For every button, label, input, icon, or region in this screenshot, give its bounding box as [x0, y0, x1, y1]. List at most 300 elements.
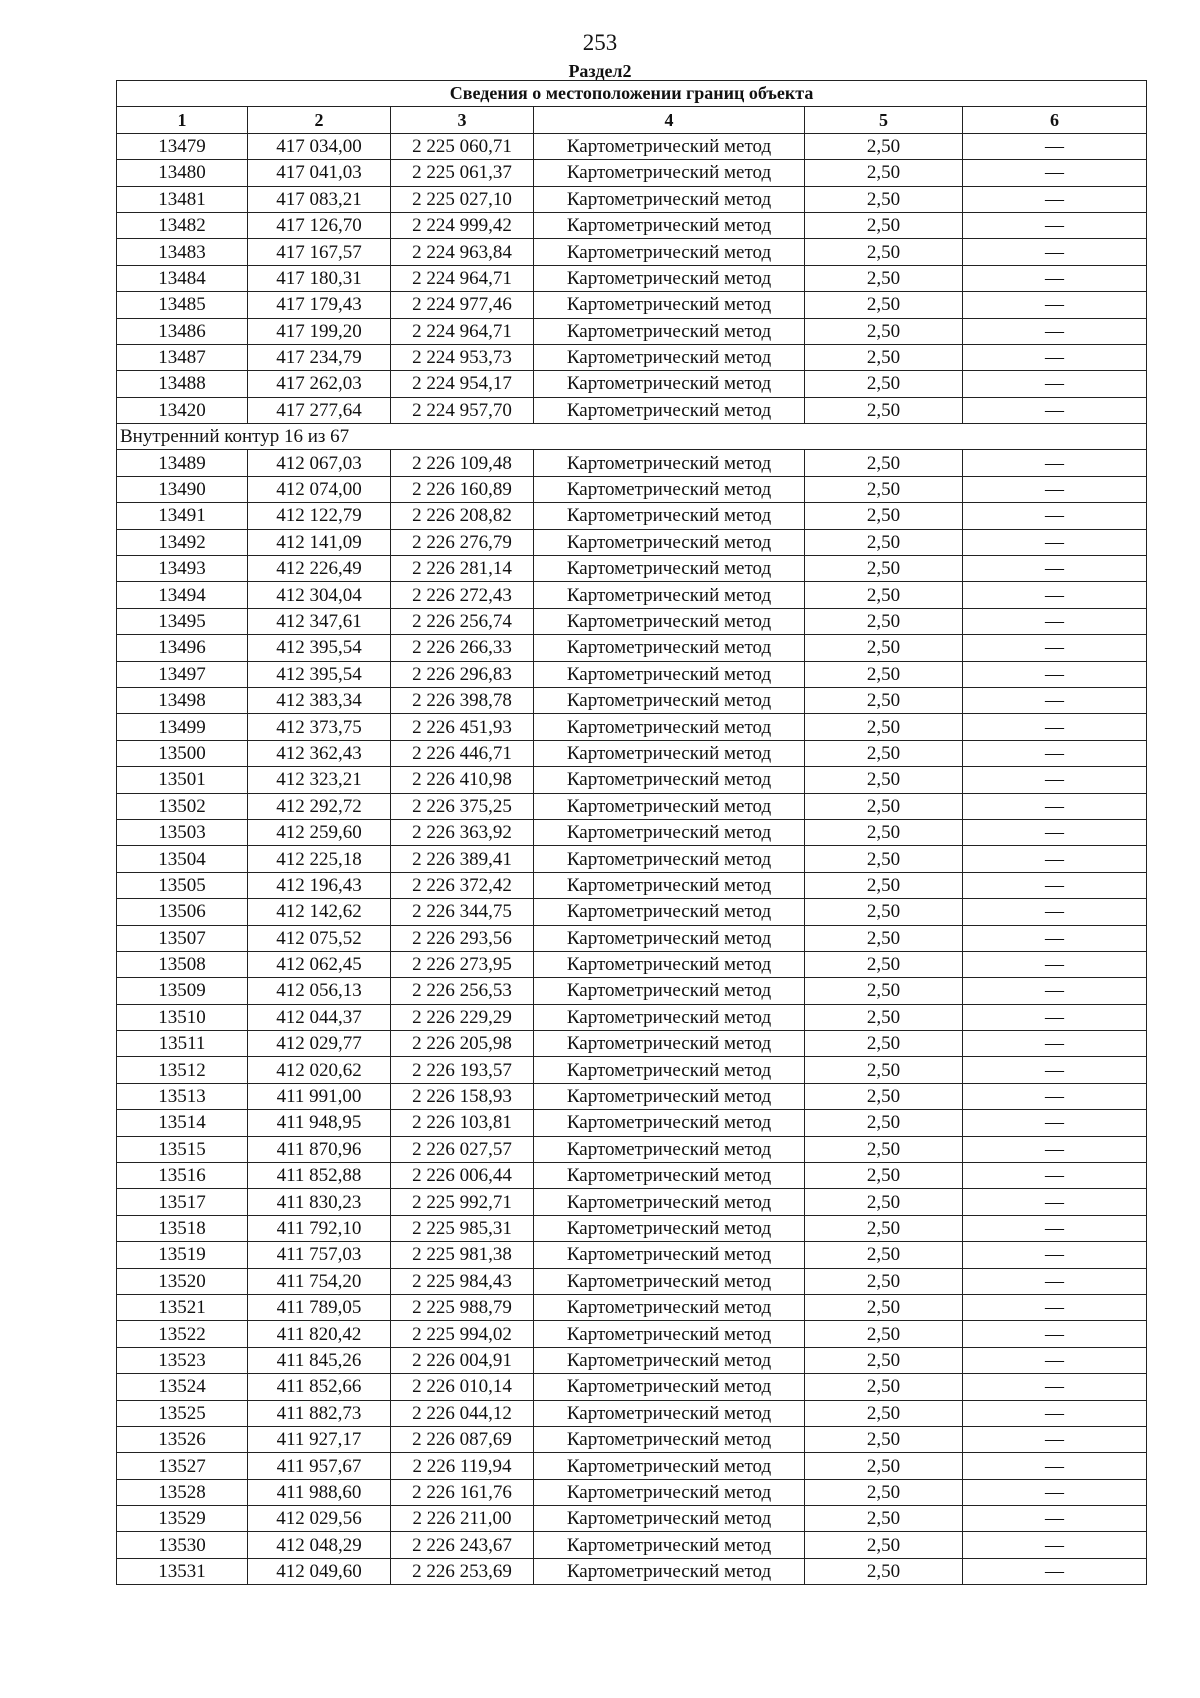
- cell-method: Картометрический метод: [534, 1453, 805, 1479]
- cell-point-number: 13520: [117, 1268, 248, 1294]
- table-row: [117, 872, 1147, 898]
- column-header-2: 2: [248, 107, 391, 133]
- cell-note: —: [963, 186, 1147, 212]
- cell-accuracy: 2,50: [805, 239, 963, 265]
- table-body: [117, 133, 1147, 1584]
- table-row: [117, 1242, 1147, 1268]
- cell-note: —: [963, 556, 1147, 582]
- cell-method: Картометрический метод: [534, 1083, 805, 1109]
- cell-coord-y: 2 224 964,71: [391, 265, 534, 291]
- cell-note: —: [963, 767, 1147, 793]
- cell-coord-y: 2 226 010,14: [391, 1374, 534, 1400]
- cell-note: —: [963, 1057, 1147, 1083]
- cell-note: —: [963, 239, 1147, 265]
- cell-accuracy: 2,50: [805, 687, 963, 713]
- cell-note: —: [963, 1294, 1147, 1320]
- cell-note: —: [963, 582, 1147, 608]
- cell-accuracy: 2,50: [805, 872, 963, 898]
- cell-point-number: 13504: [117, 846, 248, 872]
- cell-point-number: 13481: [117, 186, 248, 212]
- cell-coord-y: 2 226 253,69: [391, 1558, 534, 1584]
- cell-coord-x: 417 262,03: [248, 371, 391, 397]
- cell-point-number: 13521: [117, 1294, 248, 1320]
- cell-accuracy: 2,50: [805, 740, 963, 766]
- cell-point-number: 13530: [117, 1532, 248, 1558]
- cell-accuracy: 2,50: [805, 476, 963, 502]
- cell-coord-x: 411 792,10: [248, 1215, 391, 1241]
- cell-coord-x: 411 991,00: [248, 1083, 391, 1109]
- table-row: [117, 371, 1147, 397]
- table-row: [117, 767, 1147, 793]
- cell-accuracy: 2,50: [805, 1294, 963, 1320]
- cell-point-number: 13519: [117, 1242, 248, 1268]
- cell-method: Картометрический метод: [534, 476, 805, 502]
- cell-method: Картометрический метод: [534, 1242, 805, 1268]
- table-row: [117, 793, 1147, 819]
- cell-method: Картометрический метод: [534, 1031, 805, 1057]
- cell-method: Картометрический метод: [534, 318, 805, 344]
- cell-coord-x: 417 277,64: [248, 397, 391, 423]
- cell-coord-x: 411 845,26: [248, 1347, 391, 1373]
- cell-coord-y: 2 225 027,10: [391, 186, 534, 212]
- table-row: [117, 1031, 1147, 1057]
- cell-accuracy: 2,50: [805, 635, 963, 661]
- cell-coord-y: 2 226 004,91: [391, 1347, 534, 1373]
- cell-point-number: 13514: [117, 1110, 248, 1136]
- cell-method: Картометрический метод: [534, 951, 805, 977]
- table-row: [117, 1347, 1147, 1373]
- cell-coord-y: 2 226 103,81: [391, 1110, 534, 1136]
- cell-method: Картометрический метод: [534, 1400, 805, 1426]
- cell-coord-y: 2 224 957,70: [391, 397, 534, 423]
- cell-coord-x: 411 870,96: [248, 1136, 391, 1162]
- table-title-row: [117, 81, 1147, 107]
- cell-note: —: [963, 1163, 1147, 1189]
- cell-method: Картометрический метод: [534, 556, 805, 582]
- page-number: 253: [582, 30, 618, 55]
- cell-accuracy: 2,50: [805, 978, 963, 1004]
- cell-coord-y: 2 226 208,82: [391, 503, 534, 529]
- cell-coord-x: 411 882,73: [248, 1400, 391, 1426]
- cell-accuracy: 2,50: [805, 899, 963, 925]
- cell-coord-y: 2 226 344,75: [391, 899, 534, 925]
- cell-point-number: 13501: [117, 767, 248, 793]
- table-row: [117, 1400, 1147, 1426]
- table-row: [117, 1268, 1147, 1294]
- section-title: Раздел2: [568, 61, 632, 81]
- cell-method: Картометрический метод: [534, 371, 805, 397]
- table-row: [117, 1110, 1147, 1136]
- cell-method: Картометрический метод: [534, 793, 805, 819]
- cell-method: Картометрический метод: [534, 740, 805, 766]
- cell-accuracy: 2,50: [805, 767, 963, 793]
- cell-method: Картометрический метод: [534, 265, 805, 291]
- cell-coord-y: 2 224 963,84: [391, 239, 534, 265]
- cell-coord-y: 2 226 158,93: [391, 1083, 534, 1109]
- cell-coord-y: 2 224 954,17: [391, 371, 534, 397]
- table-row: [117, 450, 1147, 476]
- cell-note: —: [963, 476, 1147, 502]
- table-row: [117, 1083, 1147, 1109]
- cell-accuracy: 2,50: [805, 1347, 963, 1373]
- cell-coord-y: 2 226 375,25: [391, 793, 534, 819]
- cell-point-number: 13487: [117, 344, 248, 370]
- cell-method: Картометрический метод: [534, 1479, 805, 1505]
- cell-note: —: [963, 212, 1147, 238]
- table-row: [117, 1453, 1147, 1479]
- cell-note: —: [963, 133, 1147, 159]
- cell-note: —: [963, 925, 1147, 951]
- cell-method: Картометрический метод: [534, 1004, 805, 1030]
- cell-coord-y: 2 226 398,78: [391, 687, 534, 713]
- cell-coord-y: 2 225 992,71: [391, 1189, 534, 1215]
- cell-coord-x: 411 789,05: [248, 1294, 391, 1320]
- cell-coord-x: 411 852,66: [248, 1374, 391, 1400]
- cell-coord-y: 2 226 229,29: [391, 1004, 534, 1030]
- cell-note: —: [963, 819, 1147, 845]
- cell-coord-x: 412 323,21: [248, 767, 391, 793]
- cell-note: —: [963, 661, 1147, 687]
- cell-coord-x: 417 179,43: [248, 292, 391, 318]
- cell-point-number: 13488: [117, 371, 248, 397]
- cell-accuracy: 2,50: [805, 1479, 963, 1505]
- table-row: [117, 1294, 1147, 1320]
- cell-point-number: 13494: [117, 582, 248, 608]
- cell-point-number: 13509: [117, 978, 248, 1004]
- cell-point-number: 13485: [117, 292, 248, 318]
- cell-accuracy: 2,50: [805, 160, 963, 186]
- cell-note: —: [963, 529, 1147, 555]
- cell-point-number: 13496: [117, 635, 248, 661]
- cell-method: Картометрический метод: [534, 635, 805, 661]
- table-row: [117, 397, 1147, 423]
- cell-method: Картометрический метод: [534, 397, 805, 423]
- cell-point-number: 13484: [117, 265, 248, 291]
- cell-coord-x: 417 083,21: [248, 186, 391, 212]
- cell-point-number: 13500: [117, 740, 248, 766]
- cell-accuracy: 2,50: [805, 582, 963, 608]
- cell-method: Картометрический метод: [534, 239, 805, 265]
- cell-coord-x: 411 830,23: [248, 1189, 391, 1215]
- cell-coord-y: 2 226 243,67: [391, 1532, 534, 1558]
- cell-method: Картометрический метод: [534, 292, 805, 318]
- table-row: [117, 1004, 1147, 1030]
- cell-coord-x: 412 075,52: [248, 925, 391, 951]
- cell-accuracy: 2,50: [805, 1558, 963, 1584]
- boundary-table: [116, 80, 1147, 1585]
- cell-point-number: 13497: [117, 661, 248, 687]
- cell-note: —: [963, 160, 1147, 186]
- cell-method: Картометрический метод: [534, 899, 805, 925]
- cell-method: Картометрический метод: [534, 212, 805, 238]
- cell-accuracy: 2,50: [805, 661, 963, 687]
- cell-method: Картометрический метод: [534, 1189, 805, 1215]
- table-row: [117, 925, 1147, 951]
- cell-coord-y: 2 224 999,42: [391, 212, 534, 238]
- cell-coord-y: 2 226 389,41: [391, 846, 534, 872]
- cell-note: —: [963, 1136, 1147, 1162]
- cell-note: —: [963, 318, 1147, 344]
- cell-accuracy: 2,50: [805, 951, 963, 977]
- cell-accuracy: 2,50: [805, 186, 963, 212]
- table-row: [117, 1506, 1147, 1532]
- table-row: [117, 951, 1147, 977]
- cell-coord-y: 2 225 981,38: [391, 1242, 534, 1268]
- cell-coord-y: 2 226 276,79: [391, 529, 534, 555]
- cell-point-number: 13503: [117, 819, 248, 845]
- cell-point-number: 13483: [117, 239, 248, 265]
- cell-note: —: [963, 899, 1147, 925]
- cell-coord-y: 2 226 193,57: [391, 1057, 534, 1083]
- cell-accuracy: 2,50: [805, 1321, 963, 1347]
- table-row: [117, 265, 1147, 291]
- cell-note: —: [963, 714, 1147, 740]
- cell-point-number: 13523: [117, 1347, 248, 1373]
- cell-method: Картометрический метод: [534, 503, 805, 529]
- cell-accuracy: 2,50: [805, 450, 963, 476]
- cell-accuracy: 2,50: [805, 503, 963, 529]
- contour-label: Внутренний контур 16 из 67: [117, 424, 1147, 450]
- cell-point-number: 13510: [117, 1004, 248, 1030]
- cell-accuracy: 2,50: [805, 344, 963, 370]
- cell-point-number: 13491: [117, 503, 248, 529]
- table-row: [117, 978, 1147, 1004]
- cell-coord-x: 417 234,79: [248, 344, 391, 370]
- cell-coord-x: 412 074,00: [248, 476, 391, 502]
- cell-point-number: 13516: [117, 1163, 248, 1189]
- cell-coord-x: 417 034,00: [248, 133, 391, 159]
- cell-method: Картометрический метод: [534, 925, 805, 951]
- cell-coord-x: 412 122,79: [248, 503, 391, 529]
- cell-coord-x: 412 304,04: [248, 582, 391, 608]
- table-row: [117, 1374, 1147, 1400]
- cell-note: —: [963, 450, 1147, 476]
- cell-accuracy: 2,50: [805, 1374, 963, 1400]
- cell-coord-x: 412 347,61: [248, 608, 391, 634]
- cell-note: —: [963, 1479, 1147, 1505]
- cell-point-number: 13489: [117, 450, 248, 476]
- cell-method: Картометрический метод: [534, 872, 805, 898]
- cell-point-number: 13502: [117, 793, 248, 819]
- cell-method: Картометрический метод: [534, 1321, 805, 1347]
- table-row: [117, 1532, 1147, 1558]
- cell-point-number: 13493: [117, 556, 248, 582]
- table-row: [117, 608, 1147, 634]
- contour-row: [117, 424, 1147, 450]
- cell-coord-y: 2 226 205,98: [391, 1031, 534, 1057]
- cell-coord-x: 417 167,57: [248, 239, 391, 265]
- table-row: [117, 318, 1147, 344]
- table-row: [117, 1189, 1147, 1215]
- table-row: [117, 503, 1147, 529]
- cell-note: —: [963, 1532, 1147, 1558]
- table-row: [117, 344, 1147, 370]
- cell-note: —: [963, 1321, 1147, 1347]
- cell-coord-x: 412 029,77: [248, 1031, 391, 1057]
- cell-coord-y: 2 226 266,33: [391, 635, 534, 661]
- cell-coord-x: 412 373,75: [248, 714, 391, 740]
- cell-coord-x: 412 142,62: [248, 899, 391, 925]
- table-row: [117, 714, 1147, 740]
- cell-coord-x: 417 180,31: [248, 265, 391, 291]
- cell-accuracy: 2,50: [805, 793, 963, 819]
- cell-method: Картометрический метод: [534, 978, 805, 1004]
- cell-coord-y: 2 226 293,56: [391, 925, 534, 951]
- cell-point-number: 13506: [117, 899, 248, 925]
- cell-coord-y: 2 226 272,43: [391, 582, 534, 608]
- cell-accuracy: 2,50: [805, 1163, 963, 1189]
- cell-note: —: [963, 978, 1147, 1004]
- cell-note: —: [963, 1004, 1147, 1030]
- cell-method: Картометрический метод: [534, 846, 805, 872]
- cell-coord-y: 2 226 160,89: [391, 476, 534, 502]
- cell-coord-y: 2 226 006,44: [391, 1163, 534, 1189]
- cell-method: Картометрический метод: [534, 1347, 805, 1373]
- cell-accuracy: 2,50: [805, 212, 963, 238]
- cell-coord-x: 412 062,45: [248, 951, 391, 977]
- column-header-4: 4: [534, 107, 805, 133]
- cell-point-number: 13527: [117, 1453, 248, 1479]
- cell-accuracy: 2,50: [805, 1031, 963, 1057]
- cell-coord-x: 412 362,43: [248, 740, 391, 766]
- cell-coord-x: 412 395,54: [248, 661, 391, 687]
- table-row: [117, 1215, 1147, 1241]
- cell-coord-y: 2 225 984,43: [391, 1268, 534, 1294]
- cell-point-number: 13517: [117, 1189, 248, 1215]
- cell-coord-y: 2 224 964,71: [391, 318, 534, 344]
- cell-accuracy: 2,50: [805, 1110, 963, 1136]
- cell-coord-x: 417 126,70: [248, 212, 391, 238]
- cell-coord-x: 411 754,20: [248, 1268, 391, 1294]
- cell-accuracy: 2,50: [805, 133, 963, 159]
- cell-point-number: 13482: [117, 212, 248, 238]
- cell-coord-y: 2 225 988,79: [391, 1294, 534, 1320]
- cell-coord-x: 412 196,43: [248, 872, 391, 898]
- cell-accuracy: 2,50: [805, 529, 963, 555]
- cell-coord-y: 2 226 119,94: [391, 1453, 534, 1479]
- cell-coord-x: 412 259,60: [248, 819, 391, 845]
- cell-note: —: [963, 292, 1147, 318]
- table-row: [117, 1057, 1147, 1083]
- cell-accuracy: 2,50: [805, 1057, 963, 1083]
- cell-accuracy: 2,50: [805, 318, 963, 344]
- cell-note: —: [963, 872, 1147, 898]
- cell-coord-y: 2 224 977,46: [391, 292, 534, 318]
- table-row: [117, 186, 1147, 212]
- cell-note: —: [963, 793, 1147, 819]
- table-row: [117, 635, 1147, 661]
- column-header-1: 1: [117, 107, 248, 133]
- cell-accuracy: 2,50: [805, 1083, 963, 1109]
- cell-coord-x: 412 067,03: [248, 450, 391, 476]
- cell-method: Картометрический метод: [534, 344, 805, 370]
- cell-coord-y: 2 226 273,95: [391, 951, 534, 977]
- cell-coord-y: 2 226 372,42: [391, 872, 534, 898]
- cell-coord-y: 2 226 109,48: [391, 450, 534, 476]
- column-header-5: 5: [805, 107, 963, 133]
- cell-point-number: 13480: [117, 160, 248, 186]
- cell-coord-y: 2 226 296,83: [391, 661, 534, 687]
- cell-accuracy: 2,50: [805, 371, 963, 397]
- cell-note: —: [963, 1400, 1147, 1426]
- table-row: [117, 160, 1147, 186]
- cell-coord-x: 412 395,54: [248, 635, 391, 661]
- cell-note: —: [963, 1215, 1147, 1241]
- cell-point-number: 13499: [117, 714, 248, 740]
- table-row: [117, 529, 1147, 555]
- cell-accuracy: 2,50: [805, 1453, 963, 1479]
- cell-coord-y: 2 226 161,76: [391, 1479, 534, 1505]
- cell-accuracy: 2,50: [805, 1242, 963, 1268]
- cell-note: —: [963, 687, 1147, 713]
- cell-method: Картометрический метод: [534, 1558, 805, 1584]
- table-row: [117, 556, 1147, 582]
- cell-method: Картометрический метод: [534, 819, 805, 845]
- cell-coord-x: 412 225,18: [248, 846, 391, 872]
- cell-coord-y: 2 225 994,02: [391, 1321, 534, 1347]
- cell-accuracy: 2,50: [805, 1136, 963, 1162]
- cell-note: —: [963, 1083, 1147, 1109]
- cell-method: Картометрический метод: [534, 186, 805, 212]
- cell-note: —: [963, 608, 1147, 634]
- cell-point-number: 13526: [117, 1426, 248, 1452]
- cell-point-number: 13507: [117, 925, 248, 951]
- cell-note: —: [963, 344, 1147, 370]
- table-row: [117, 819, 1147, 845]
- table-row: [117, 661, 1147, 687]
- cell-coord-x: 412 020,62: [248, 1057, 391, 1083]
- cell-note: —: [963, 1189, 1147, 1215]
- column-header-row: [117, 107, 1147, 133]
- table-row: [117, 1426, 1147, 1452]
- cell-point-number: 13420: [117, 397, 248, 423]
- cell-note: —: [963, 846, 1147, 872]
- cell-point-number: 13495: [117, 608, 248, 634]
- cell-point-number: 13531: [117, 1558, 248, 1584]
- cell-coord-y: 2 225 061,37: [391, 160, 534, 186]
- cell-method: Картометрический метод: [534, 582, 805, 608]
- table-row: [117, 1558, 1147, 1584]
- cell-accuracy: 2,50: [805, 1506, 963, 1532]
- table-row: [117, 292, 1147, 318]
- cell-coord-y: 2 226 211,00: [391, 1506, 534, 1532]
- cell-coord-y: 2 226 446,71: [391, 740, 534, 766]
- cell-coord-y: 2 224 953,73: [391, 344, 534, 370]
- cell-method: Картометрический метод: [534, 1110, 805, 1136]
- cell-note: —: [963, 951, 1147, 977]
- cell-coord-y: 2 226 410,98: [391, 767, 534, 793]
- cell-note: —: [963, 1031, 1147, 1057]
- table-title: Сведения о местоположении границ объекта: [117, 81, 1147, 107]
- cell-coord-x: 412 292,72: [248, 793, 391, 819]
- table-row: [117, 1321, 1147, 1347]
- cell-point-number: 13508: [117, 951, 248, 977]
- cell-accuracy: 2,50: [805, 1215, 963, 1241]
- cell-accuracy: 2,50: [805, 1400, 963, 1426]
- cell-accuracy: 2,50: [805, 846, 963, 872]
- cell-note: —: [963, 1453, 1147, 1479]
- cell-point-number: 13512: [117, 1057, 248, 1083]
- cell-point-number: 13528: [117, 1479, 248, 1505]
- cell-method: Картометрический метод: [534, 1057, 805, 1083]
- cell-coord-x: 411 948,95: [248, 1110, 391, 1136]
- cell-accuracy: 2,50: [805, 1268, 963, 1294]
- cell-coord-x: 411 757,03: [248, 1242, 391, 1268]
- cell-coord-y: 2 226 256,74: [391, 608, 534, 634]
- cell-note: —: [963, 1110, 1147, 1136]
- cell-note: —: [963, 740, 1147, 766]
- cell-accuracy: 2,50: [805, 1532, 963, 1558]
